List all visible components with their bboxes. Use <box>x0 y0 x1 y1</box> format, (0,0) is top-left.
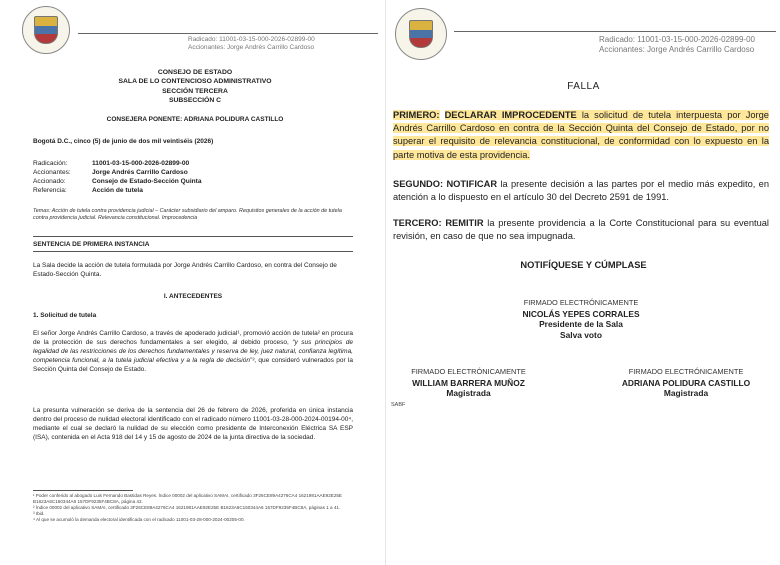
field-value: Jorge Andrés Carrillo Cardoso <box>92 169 188 176</box>
footnote: ³ Ibid. <box>33 511 45 516</box>
footnote: ² Índice 00002 del aplicativo SAMAI, certificado 3F26CE89A4276CA4 1621981AAE92E25E B1623A6C160344A6 157DF9235F4BC8A, páginas 1 a 41. <box>33 505 341 510</box>
header-accionantes: Accionantes: Jorge Andrés Carrillo Cardoso <box>188 44 315 51</box>
initials: SABF <box>391 402 406 408</box>
case-fields <box>33 159 202 195</box>
header-rule <box>78 33 378 34</box>
vulneracion-paragraph: La presunta vulneración se deriva de la sentencia del 26 de febrero de 2026, proferida en única instancia dentro del proceso de nulidad electoral identificado con el radicado número 11001-03-28-000-2024-00194-00⁴, mediante el cual se declaró la nulidad de su elección como presidente de Interconexión Eléctrica SA ESP (ISA), contenida en el Acta 918 del 14 y 15 de agosto de 2024 de la junta directiva de la sociedad. <box>33 407 353 441</box>
paragraph-text: la solicitud de tutela interpuesta por Jorge Andrés Carrillo Cardoso en contra de la Sección Quinta del Consejo de Estado, por no superar el requisito de relevancia constitucional, de conformidad con lo expuesto en la parte motiva de esta providencia. <box>393 110 769 160</box>
antecedentes-heading: I. ANTECEDENTES <box>163 293 223 300</box>
field-radicacion <box>33 159 202 168</box>
signature-block-polidura <box>601 367 771 399</box>
signer-role: Magistrada <box>446 388 491 398</box>
field-accionado <box>33 177 202 186</box>
solicitud-paragraph <box>33 329 353 374</box>
court-heading <box>100 68 290 105</box>
action-verb: REMITIR <box>445 218 484 228</box>
document-page-1 <box>0 0 385 565</box>
signer-note: Salva voto <box>560 329 602 340</box>
section-rule <box>33 251 353 252</box>
ponente: CONSEJERA PONENTE: ADRIANA POLIDURA CASTILLO <box>106 116 284 123</box>
signer-role: Presidente de la Sala <box>539 319 623 329</box>
field-key: Referencia: <box>33 187 67 194</box>
court-line: CONSEJO DE ESTADO <box>157 69 233 76</box>
court-line: SALA DE LO CONTENCIOSO ADMINISTRATIVO <box>118 78 272 86</box>
header-accionantes: Accionantes: Jorge Andrés Carrillo Cardoso <box>599 45 755 54</box>
coat-of-arms-seal-icon <box>395 8 447 60</box>
decision-date: Bogotá D.C., cinco (5) de junio de dos mil veintiséis (2026) <box>33 138 214 145</box>
intro-paragraph: La Sala decide la acción de tutela formulada por Jorge Andrés Carrillo Cardoso, en contra del Consejo de Estado-Sección Quinta. <box>33 262 337 278</box>
document-page-2 <box>385 0 780 565</box>
header-radicado: Radicado: 11001-03-15-000-2026-02899-00 <box>599 35 755 44</box>
paragraph-text: , que consideró vulnerados por la Sección Quinta del Consejo de Estado. <box>33 357 353 373</box>
notifiquese-heading: NOTIFÍQUESE Y CÚMPLASE <box>520 260 647 270</box>
signature-block-barrera <box>386 367 551 399</box>
field-key: Accionantes: <box>33 169 71 176</box>
segundo-paragraph <box>393 178 769 204</box>
paragraph-text: la presente providencia a la Corte Constitucional para su eventual revisión, en caso de que no sea impugnada. <box>393 218 769 242</box>
ordinal-label: TERCERO: <box>393 218 442 228</box>
signature-label: FIRMADO ELECTRÓNICAMENTE <box>523 298 639 307</box>
footnote: ¹ Poder conferido al abogado Luis Fernando Bastidas Reyes. Índice 00002 del aplicativo SAMAI, certificado 3F26CE89A4276CA4 1621981AAE92E25E B1623A6C160344A6 157DF9235F4BC8A, página 42. <box>33 493 342 504</box>
field-value: Consejo de Estado-Sección Quinta <box>92 178 202 185</box>
field-key: Radicación: <box>33 160 68 167</box>
primero-paragraph <box>393 109 769 162</box>
ordinal-label: PRIMERO: <box>393 110 440 120</box>
falla-heading: FALLA <box>567 81 600 92</box>
footnote: ⁴ Al que se acumuló la demanda electoral identificada con el radicado 11001-03-28-000-2024-00205-00. <box>33 517 245 522</box>
court-line: SECCIÓN TERCERA <box>162 87 228 95</box>
temas: Temas: Acción de tutela contra providencia judicial – Carácter subsidiario del amparo. Requisitos generales de la acción de tutela contra providencia judicial. Relevancia constitucional. Improcedencia <box>33 208 342 221</box>
field-key: Accionado: <box>33 178 66 185</box>
signer-name: WILLIAM BARRERA MUÑOZ <box>412 377 525 388</box>
paragraph-quote: “y sus principios de legalidad de las restricciones de los derechos fundamentales y reserva de ley, juez natural, confianza legítima, competencia funcional, a la tutela judicial efectiva y a la regla de decisión”³ <box>33 339 354 364</box>
signature-label: FIRMADO ELECTRÓNICAMENTE <box>628 367 744 376</box>
footnote-rule <box>33 490 133 491</box>
section-rule <box>33 236 353 237</box>
signature-block-presidente <box>456 298 706 340</box>
header-radicado: Radicado: 11001-03-15-000-2026-02899-00 <box>188 36 315 43</box>
header-rule <box>454 31 776 32</box>
footnotes <box>33 493 353 523</box>
field-accionantes <box>33 168 202 177</box>
court-line: SUBSECCIÓN C <box>168 96 222 104</box>
signer-name: ADRIANA POLIDURA CASTILLO <box>621 377 751 388</box>
sentencia-heading: SENTENCIA DE PRIMERA INSTANCIA <box>33 241 150 248</box>
signer-role: Magistrada <box>663 388 709 398</box>
action-verb: DECLARAR IMPROCEDENTE <box>444 110 577 120</box>
paragraph-text: El señor Jorge Andrés Carrillo Cardoso, a través de apoderado judicial¹, promovió acción de tutela² en procura de la protección de sus derechos fundamentales a ser elegido, al debido proceso, <box>33 330 353 346</box>
ordinal-label: SEGUNDO: <box>393 179 444 189</box>
solicitud-heading: 1. Solicitud de tutela <box>33 312 97 319</box>
action-verb: NOTIFICAR <box>446 179 498 189</box>
field-value: Acción de tutela <box>92 187 143 194</box>
paragraph-text: la presente decisión a las partes por el medio más expedito, en atención a lo dispuesto en el artículo 30 del Decreto 2591 de 1991. <box>393 179 769 203</box>
tercero-paragraph <box>393 217 769 243</box>
field-referencia <box>33 186 202 195</box>
field-value: 11001-03-15-000-2026-02899-00 <box>92 160 190 167</box>
signer-name: NICOLÁS YEPES CORRALES <box>522 308 640 319</box>
coat-of-arms-seal-icon <box>22 6 70 54</box>
signature-label: FIRMADO ELECTRÓNICAMENTE <box>411 367 526 376</box>
